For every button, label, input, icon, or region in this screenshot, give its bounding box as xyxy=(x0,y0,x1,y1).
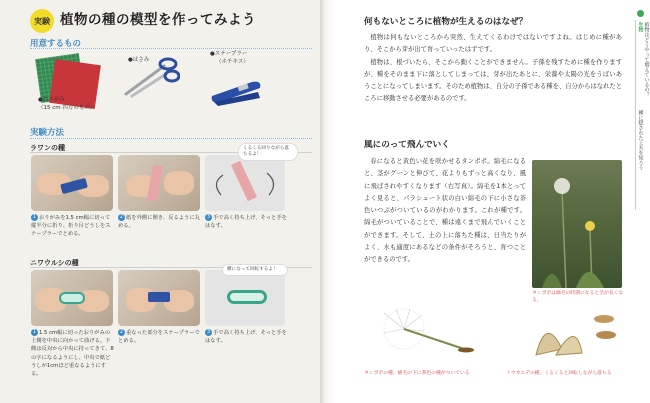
rattan-step1-photo xyxy=(31,155,113,211)
elm-step3-photo xyxy=(205,270,285,326)
dandelion-photo xyxy=(532,160,622,288)
method-heading: 実験方法 xyxy=(30,128,65,138)
right-page xyxy=(334,0,650,403)
origami-size-label: （15 cm 四方のもの） xyxy=(38,105,96,111)
tab-subject[interactable]: 生物 xyxy=(637,22,644,32)
experiment-badge: 実験 xyxy=(30,9,54,33)
tab-question-1[interactable]: 植物はどうやって増えているの？ xyxy=(643,22,650,97)
rattan-step3-caption: 3 手で高く持ち上げ、そっと手をはなす。 xyxy=(205,214,287,230)
elm-step2-caption: 2 重なった部分をステープラーでとめる。 xyxy=(118,329,200,345)
divider xyxy=(30,48,312,49)
materials-heading: 用意するもの xyxy=(30,39,82,49)
chapter-dot-icon xyxy=(637,10,644,17)
maple-seed-caption: トウカエデの種。くるくると回転しながら落ちる xyxy=(506,371,612,376)
elm-step1-caption: 1 1.5 cm幅に切ったおりがみの上側を中央に向かって曲げる。下側は反対から中央に持ってきて、8の字になるようにし、中央で紙どうしが1cmほど重なるようにする。 xyxy=(31,329,114,378)
origami-label: ●おりがみ xyxy=(38,97,65,103)
dandelion-caption: タンポポは綿毛の時期になると茎が長くなる。 xyxy=(532,291,624,303)
dandelion-seed-photo xyxy=(364,305,492,367)
left-page xyxy=(0,0,320,403)
book-gutter xyxy=(320,0,334,403)
elm-step1-photo xyxy=(31,270,113,326)
elm-bubble: 横になって回転するよ！ xyxy=(222,264,288,276)
elm-heading: ニワウルシの種 xyxy=(30,259,79,267)
tab-question-2[interactable]: 種に隠された工夫を知ろう xyxy=(637,110,644,170)
stapler-icon xyxy=(208,72,264,106)
rattan-bubble: くるくる回りながら落ちるよ！ xyxy=(238,143,298,161)
maple-seed-photo xyxy=(506,305,624,367)
question-heading: 何もないところに植物が生えるのはなぜ？ xyxy=(364,17,528,27)
page-title: 植物の種の模型を作ってみよう xyxy=(60,12,256,28)
intro-text: 植物は何もないところから突然、生えてくるわけではないですよね。はじめに種があり、そこから芽が出て育っていったはずです。 植物は、根づいたら、そこから動くことができません。子孫を残すために種を作りますが、種をそのまま下に落としてしまっては、芽が出たあとに、栄養や太陽の光をうばいあうことになってしまいます。そのため植物は、自分の子孫である種を、自分からはなれたところに移動させる必要があるのです。 xyxy=(364,34,622,103)
elm-step3-caption: 3 手で高く持ち上げ、そっと手をはなす。 xyxy=(205,329,287,345)
rattan-step1-caption: 1 おりがみを1.5 cm幅に切って縦半分に折り、折り目どうしをステープラーでとめる。 xyxy=(31,214,111,238)
rattan-step2-photo xyxy=(118,155,200,211)
elm-step2-photo xyxy=(118,270,200,326)
divider xyxy=(30,138,312,139)
scissors-label: ●はさみ xyxy=(128,57,150,63)
rattan-step3-photo xyxy=(205,155,285,211)
rattan-heading: ラワンの種 xyxy=(30,144,65,152)
tab-line xyxy=(635,20,636,210)
dandelion-seed-caption: タンポポの種。綿毛の下に茶色の種がついている xyxy=(364,371,470,376)
stapler-label: ●ステープラー xyxy=(210,51,248,57)
dandelion-text: 春になると黄色い花を咲かせるタンポポ。綿毛になると、茎がグーンと伸びて、花よりもずっと高くなり、風に飛ばされやすくなります（右写真）。綿毛を1本とってよく見ると、パラシュート状の白い綿毛の下に小さな茶色いつぶがついているのがわかります。これが種です。綿毛がついていることで、種は遠くまで飛んでいくことができます。そして、土の上に落ちた種は、日当たりがよく、水も適度にあるなどの条件がそろうと、育つことができるのです。 xyxy=(364,158,526,264)
stapler-sub-label: （ホチキス） xyxy=(216,59,249,65)
rattan-step2-caption: 2 紙を外側に開き、反るように丸める。 xyxy=(118,214,200,230)
wind-heading: 風にのって飛んでいく xyxy=(364,140,450,150)
